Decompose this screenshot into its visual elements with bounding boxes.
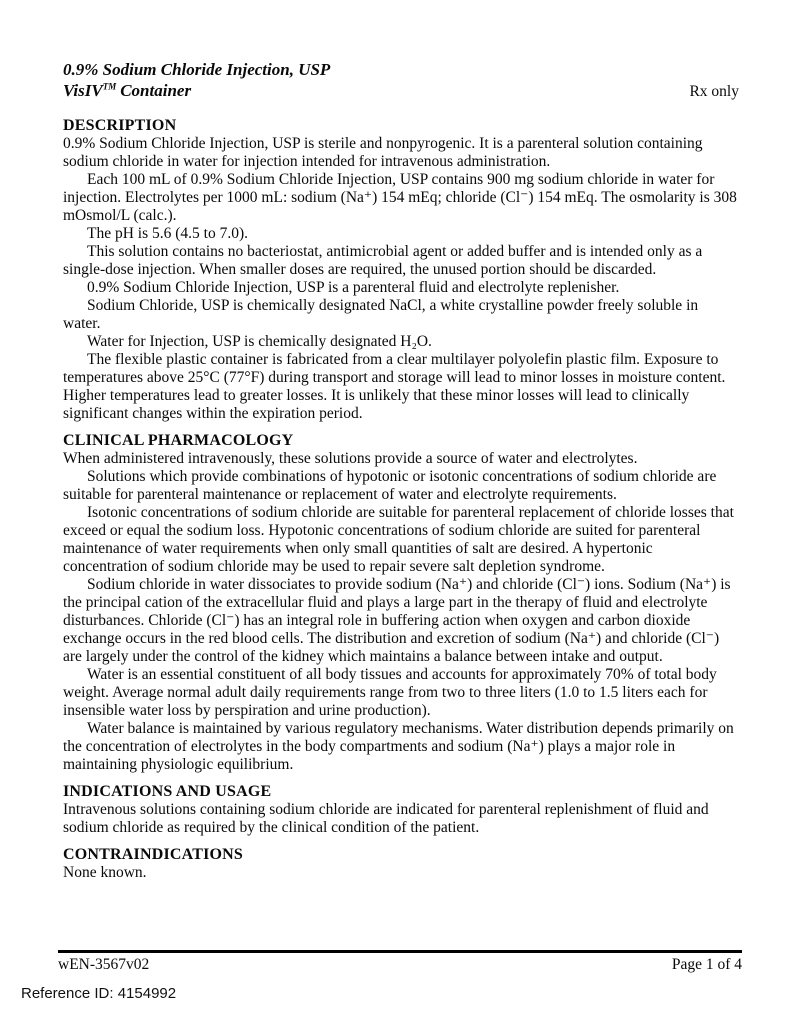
paragraph: The flexible plastic container is fabricated from a clear multilayer polyolefin plastic film. Exposure to temperatures above 25°C (77°F) during transport and storage will lead to minor losses in moisture content. Higher temperatures lead to greater losses. It is unlikely that these minor losses will lead to clinically significant changes within the expiration period. [63,351,726,422]
section-heading: CLINICAL PHARMACOLOGY [63,432,294,449]
paragraph: Sodium chloride in water dissociates to provide sodium (Na⁺) and chloride (Cl⁻) ions. Sodium (Na⁺) is the principal cation of the extracellular fluid and plays a large part in the therapy of fluid and electrolyte disturbances. Chloride (Cl⁻) has an integral role in buffering action when oxygen and carbon dioxide exchange occurs in the red blood cells. The distribution and excretion of sodium (Na⁺) and chloride (Cl⁻) are largely under the control of the kidney which maintains a balance between intake and output. [63,576,731,665]
section-clinical-pharmacology [63,431,739,774]
paragraph: When administered intravenously, these solutions provide a source of water and electrolytes. [63,450,638,467]
paragraph: The pH is 5.6 (4.5 to 7.0). [87,225,249,242]
paragraph: Water for Injection, USP is chemically designated H₂O. [87,333,432,350]
page-footer [58,950,742,974]
footer-row [58,955,742,974]
paragraph: 0.9% Sodium Chloride Injection, USP is sterile and nonpyrogenic. It is a parenteral solution containing sodium chloride in water for injection intended for intravenous administration. [63,135,703,170]
document-content [63,59,739,882]
section-description [63,116,739,423]
section-heading: INDICATIONS AND USAGE [63,783,272,800]
paragraph: Intravenous solutions containing sodium chloride are indicated for parenteral replenishment of fluid and sodium chloride as required by the clinical condition of the patient. [63,801,709,836]
subtitle-brand: VisIV [63,81,103,100]
trademark-symbol: TM [102,81,117,92]
document-subtitle [63,80,191,101]
paragraph: None known. [63,864,147,881]
paragraph: Water is an essential constituent of all body tissues and accounts for approximately 70% of total body weight. Average normal adult daily requirements range from two to three liters (1.0 to 1.5 liters each for insensible water loss by perspiration and urine production). [63,666,717,719]
paragraph: Solutions which provide combinations of hypotonic or isotonic concentrations of sodium chloride are suitable for parenteral maintenance or replacement of water and electrolyte requirements. [63,468,717,503]
paragraph: Sodium Chloride, USP is chemically designated NaCl, a white crystalline powder freely soluble in water. [63,297,699,332]
paragraph: Isotonic concentrations of sodium chloride are suitable for parenteral replacement of chloride losses that exceed or equal the sodium loss. Hypotonic concentrations of sodium chloride are suited for parenteral maintenance of water requirements when only small quantities of salt are desired. A hypertonic concentration of sodium chloride may be used to repair severe salt depletion syndrome. [63,504,734,575]
document-title: 0.9% Sodium Chloride Injection, USP [63,60,331,79]
paragraph: Each 100 mL of 0.9% Sodium Chloride Injection, USP contains 900 mg sodium chloride in water for injection. Electrolytes per 1000 mL: sodium (Na⁺) 154 mEq; chloride (Cl⁻) 154 mEq. The osmolarity is 308 mOsmol/L (calc.). [63,171,737,224]
section-heading: CONTRAINDICATIONS [63,846,244,863]
page-header [63,59,739,101]
reference-id: Reference ID: 4154992 [21,985,177,1002]
section-indications-and-usage [63,782,739,837]
paragraph: Water balance is maintained by various regulatory mechanisms. Water distribution depends primarily on the concentration of electrolytes in the body compartments and sodium (Na⁺) plays a major role in maintaining physiologic equilibrium. [63,720,734,773]
subtitle-container-label: Container [120,81,192,100]
paragraph: This solution contains no bacteriostat, antimicrobial agent or added buffer and is intended only as a single-dose injection. When smaller doses are required, the unused portion should be discarded. [63,243,703,278]
section-heading: DESCRIPTION [63,117,177,134]
section-contraindications [63,845,739,882]
footer-rule [58,950,742,953]
paragraph: 0.9% Sodium Chloride Injection, USP is a parenteral fluid and electrolyte replenisher. [87,279,620,296]
document-code: wEN-3567v02 [58,956,150,973]
page-number: Page 1 of 4 [671,956,742,973]
subtitle-row [63,80,739,101]
rx-only-label: Rx only [689,83,739,100]
